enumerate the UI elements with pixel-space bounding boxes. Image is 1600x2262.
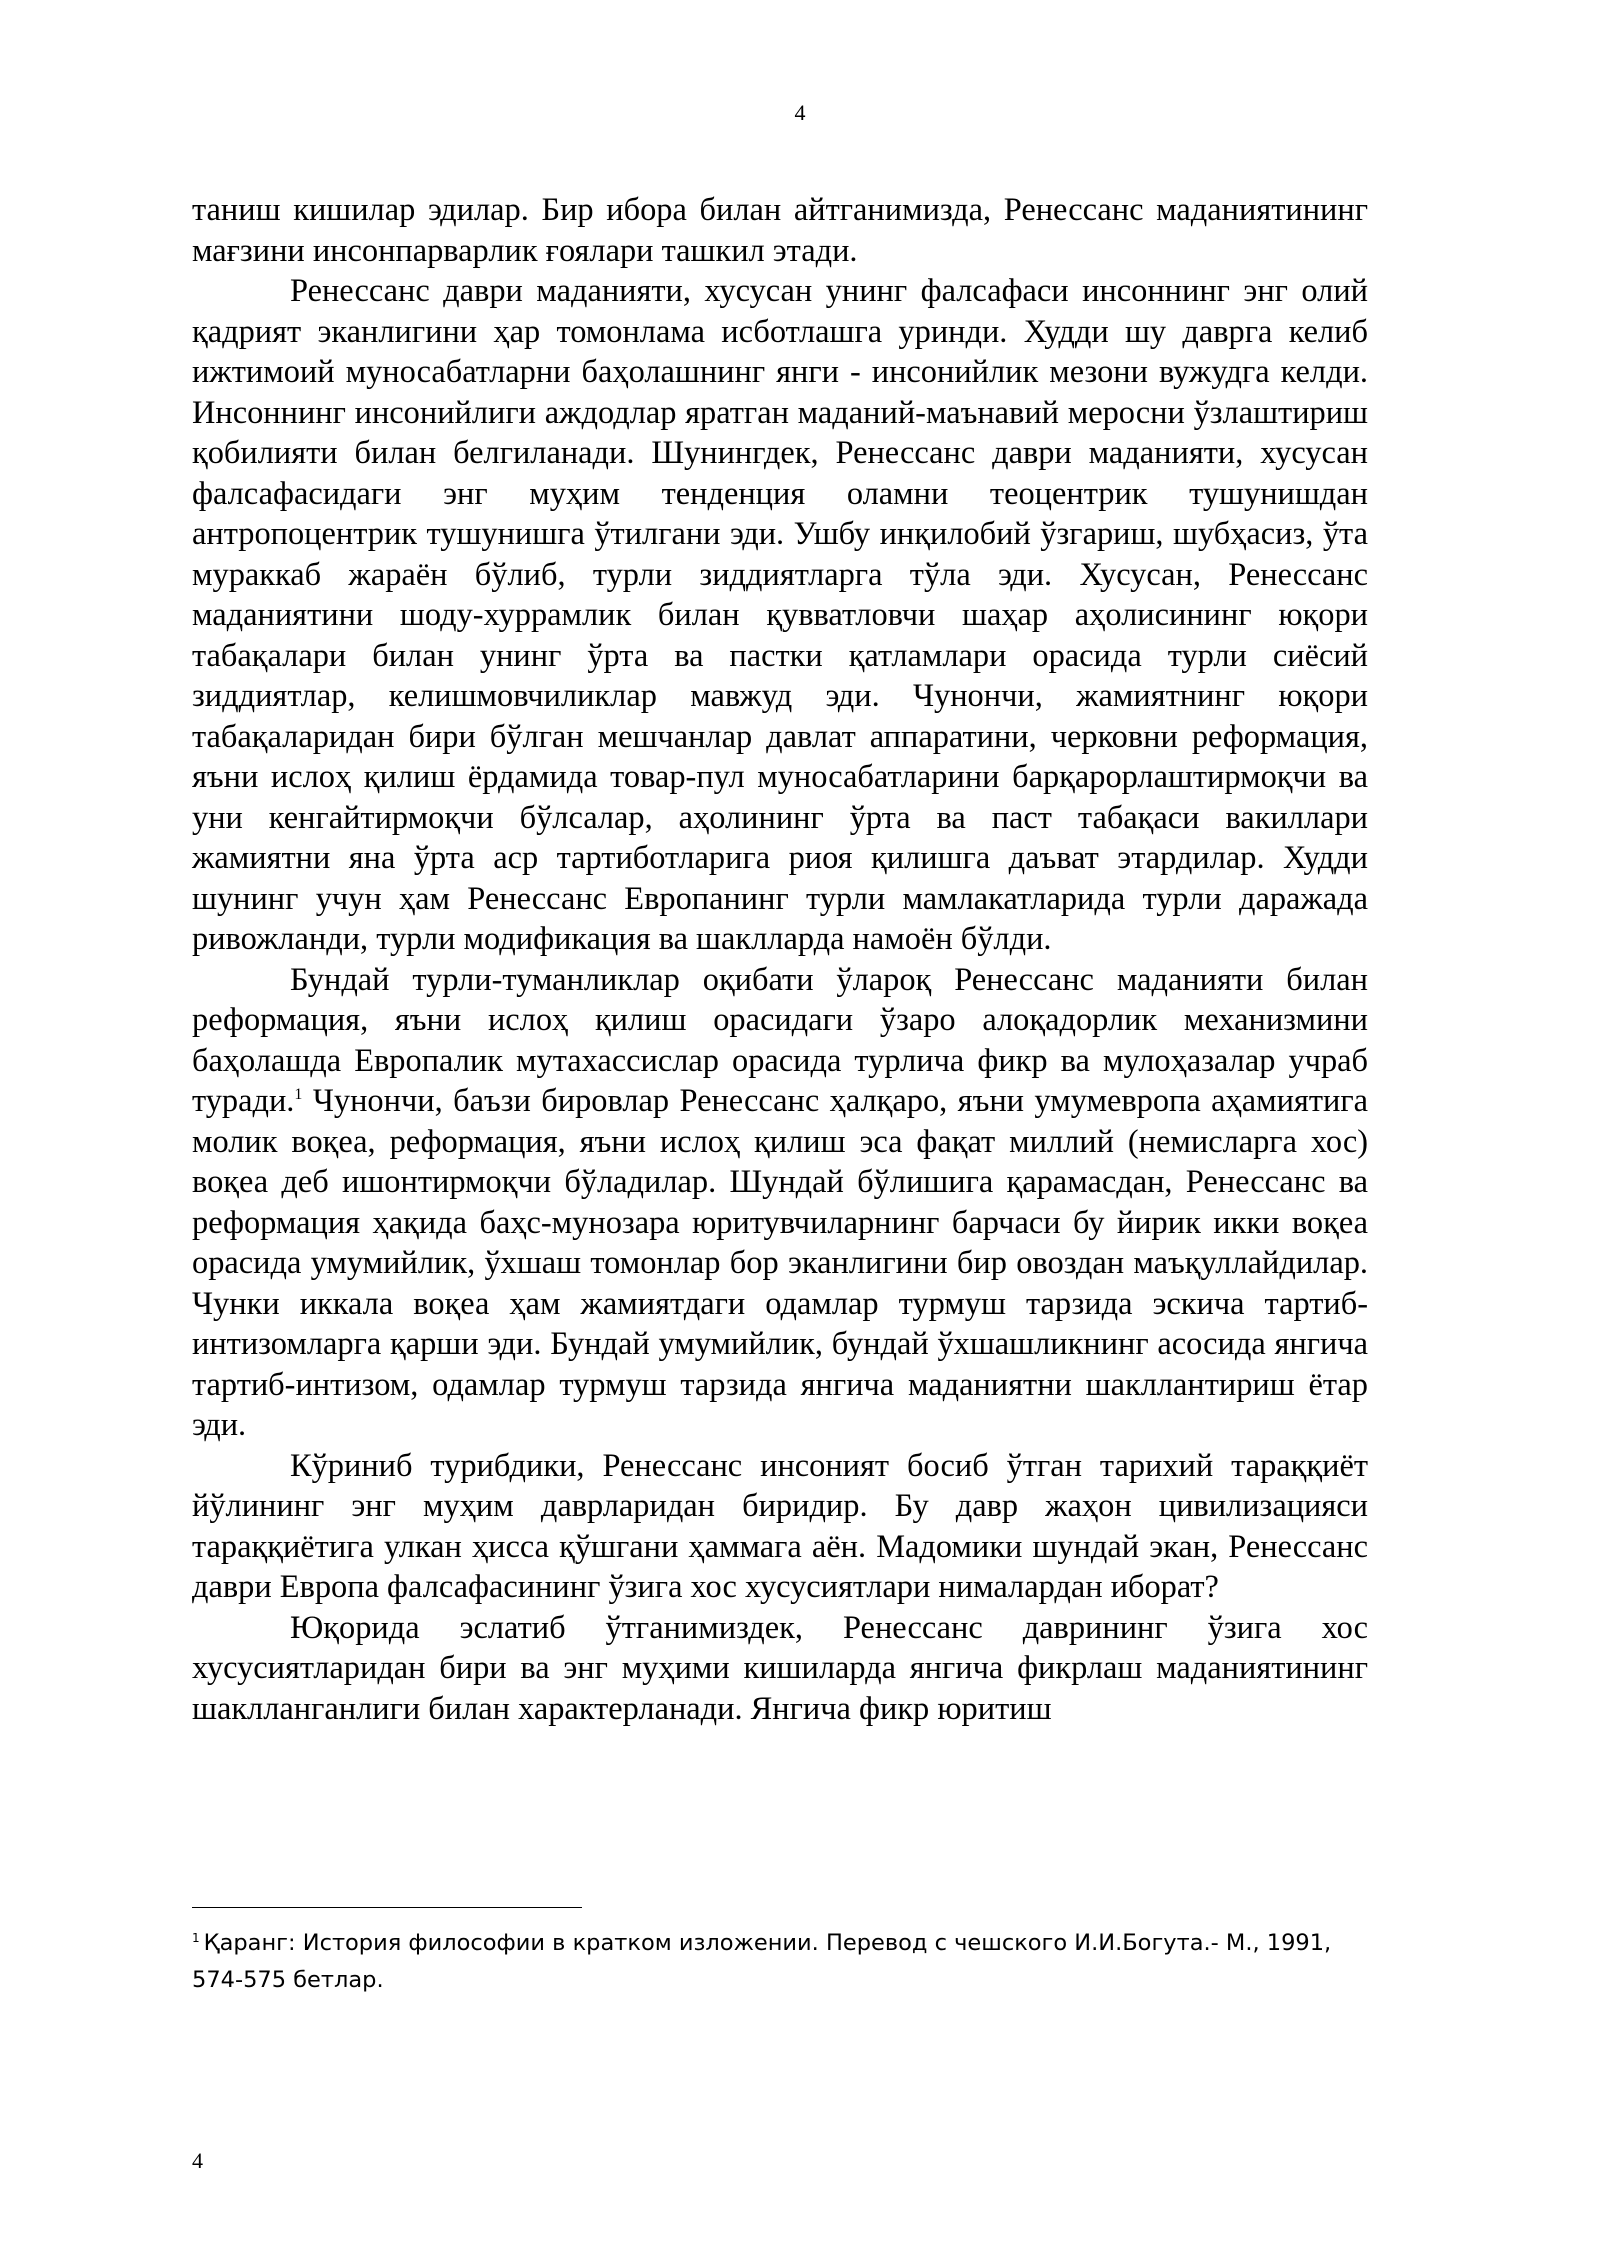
footnote-reference[interactable]: 1 [294,1086,303,1104]
paragraph-3 [192,960,1368,1446]
paragraph-4: Кўриниб турибдики, Ренессанс инсоният босиб ўтган тарихий тараққиёт йўлининг энг муҳим даврларидан биридир. Бу давр жаҳон цивилизацияси тараққиётига улкан ҳисса қўшгани ҳаммага аён. Мадомики шундай экан, Ренессанс даври Европа фалсафасининг ўзига хос хусусиятлари нималардан иборат? [192,1447,1368,1605]
paragraph-3-part-2: Чунончи, баъзи бировлар Ренессанс ҳалқаро, яъни умумевропа аҳамиятига молик воқеа, реформация, яъни ислоҳ қилиш эса фақат миллий (немисларга хос) воқеа деб ишонтирмоқчи бўладилар. Шундай бўлишига қарамасдан, Ренессанс ва реформация ҳақида баҳс-мунозара юритувчиларнинг барчаси бу йирик икки воқеа орасида умумийлик, ўхшаш томонлар бор эканлигини бир овоздан маъқуллайдилар. Чунки иккала воқеа ҳам жамиятдаги одамлар турмуш тарзида эскича тартиб-интизомларга қарши эди. Бундай умумийлик, бундай ўхшашликнинг асосида янгича тартиб-интизом, одамлар турмуш тарзида янгича маданиятни шакллантириш ётар эди. [192,1083,1368,1443]
body-text [192,190,1368,1729]
footnote-text: Қаранг: История философии в кратком изложении. Перевод с чешского И.И.Богута.- М., 1991, 574-575 бетлар. [192,1930,1332,1993]
paragraph-2: Ренессанс даври маданияти, хусусан унинг фалсафаси инсоннинг энг олий қадрият эканлигини ҳар томонлама исботлашга уринди. Худди шу даврга келиб ижтимоий муносабатларни баҳолашнинг янги - инсонийлик мезони вужудга келди. Инсоннинг инсонийлиги аждодлар яратган маданий-маънавий меросни ўзлаштириш қобилияти билан белгиланади. Шунингдек, Ренессанс даври маданияти, хусусан фалсафасидаги энг муҳим тенденция оламни теоцентрик тушунишдан антропоцентрик тушунишга ўтилгани эди. Ушбу инқилобий ўзгариш, шубҳасиз, ўта мураккаб жараён бўлиб, турли зиддиятларга тўла эди. Хусусан, Ренессанс маданиятини шоду-хуррамлик билан қувватловчи шаҳар аҳолисининг юқори табақалари билан унинг ўрта ва пастки қатламлари орасида турли сиёсий зиддиятлар, келишмовчиликлар мавжуд эди. Чунончи, жамиятнинг юқори табақаларидан бири бўлган мешчанлар давлат аппаратини, черковни реформация, яъни ислоҳ қилиш ёрдамида товар-пул муносабатларини барқарорлаштирмоқчи ва уни кенгайтирмоқчи бўлсалар, аҳолининг ўрта ва паст табақаси вакиллари жамиятни яна ўрта аср тартиботларига риоя қилишга даъват этардилар. Худди шунинг учун ҳам Ренессанс Европанинг турли мамлакатларида турли даражада ривожланди, турли модификация ва шаклларда намоён бўлди. [192,273,1368,957]
paragraph-5: Юқорида эслатиб ўтганимиздек, Ренессанс даврининг ўзига хос хусусиятларидан бири ва энг муҳими кишиларда янгича фикрлаш маданиятининг шаклланганлиги билан характерланади. Янгича фикр юритиш [192,1609,1368,1727]
page-number-bottom: 4 [192,2148,203,2173]
paragraph-3-part-1: Бундай турли-туманликлар оқибати ўлароқ Ренессанс маданияти билан реформация, яъни ислоҳ қилиш орасидаги ўзаро алоқадорлик механизмини баҳолашда Европалик мутахассислар орасида турлича фикр ва мулоҳазалар учраб туради. [192,961,1368,1119]
footnote [192,1925,1362,1999]
page-number-top: 4 [794,100,806,125]
paragraph-1: таниш кишилар эдилар. Бир ибора билан айтганимизда, Ренессанс маданиятининг мағзини инсонпарварлик ғоялари ташкил этади. [192,192,1368,269]
footnote-marker: 1 [192,1930,200,1945]
footnote-separator [192,1907,582,1908]
